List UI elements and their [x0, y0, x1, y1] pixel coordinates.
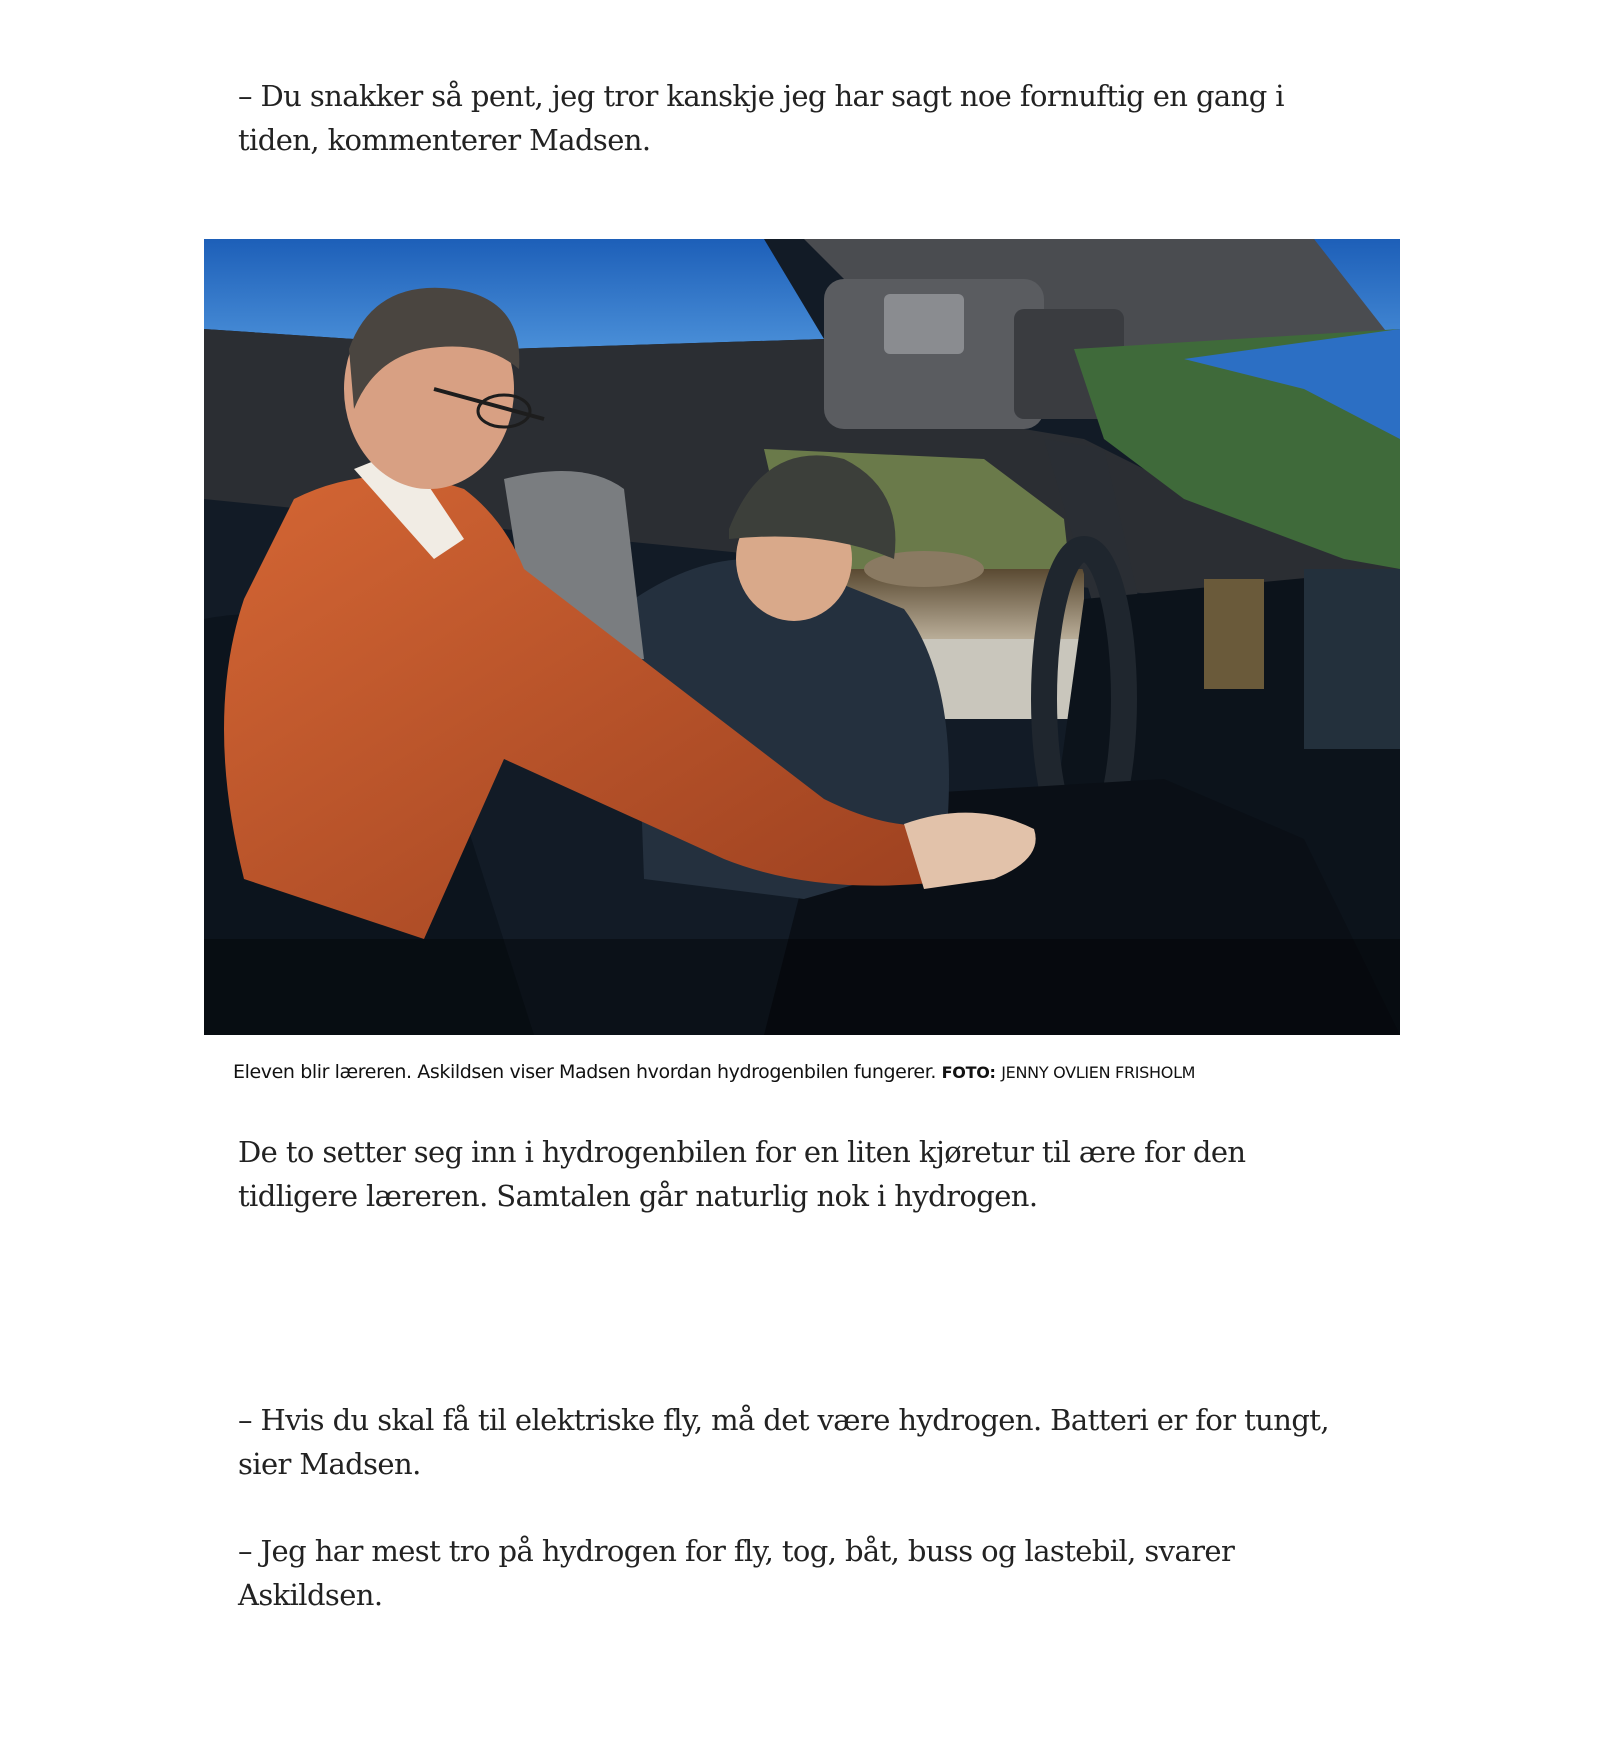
photo-credit-label: FOTO:: [941, 1063, 996, 1082]
caption-text: Eleven blir læreren. Askildsen viser Madsen hvordan hydrogenbilen fungerer.: [233, 1061, 937, 1083]
photo-credit-name: JENNY OVLIEN FRISHOLM: [1001, 1063, 1196, 1082]
article-paragraph: – Hvis du skal få til elektriske fly, må det være hydrogen. Batteri er for tungt, sier Madsen.: [238, 1403, 1329, 1481]
article-photo: [204, 239, 1400, 1035]
article-paragraph: – Du snakker så pent, jeg tror kanskje jeg har sagt noe fornuftig en gang i tiden, kommenterer Madsen.: [238, 79, 1284, 157]
photo-caption: [233, 1058, 1393, 1087]
article-paragraph: – Jeg har mest tro på hydrogen for fly, tog, båt, buss og lastebil, svarer Askildsen.: [238, 1534, 1235, 1612]
article-paragraph: De to setter seg inn i hydrogenbilen for en liten kjøretur til ære for den tidligere læreren. Samtalen går naturlig nok i hydrogen.: [238, 1135, 1246, 1213]
